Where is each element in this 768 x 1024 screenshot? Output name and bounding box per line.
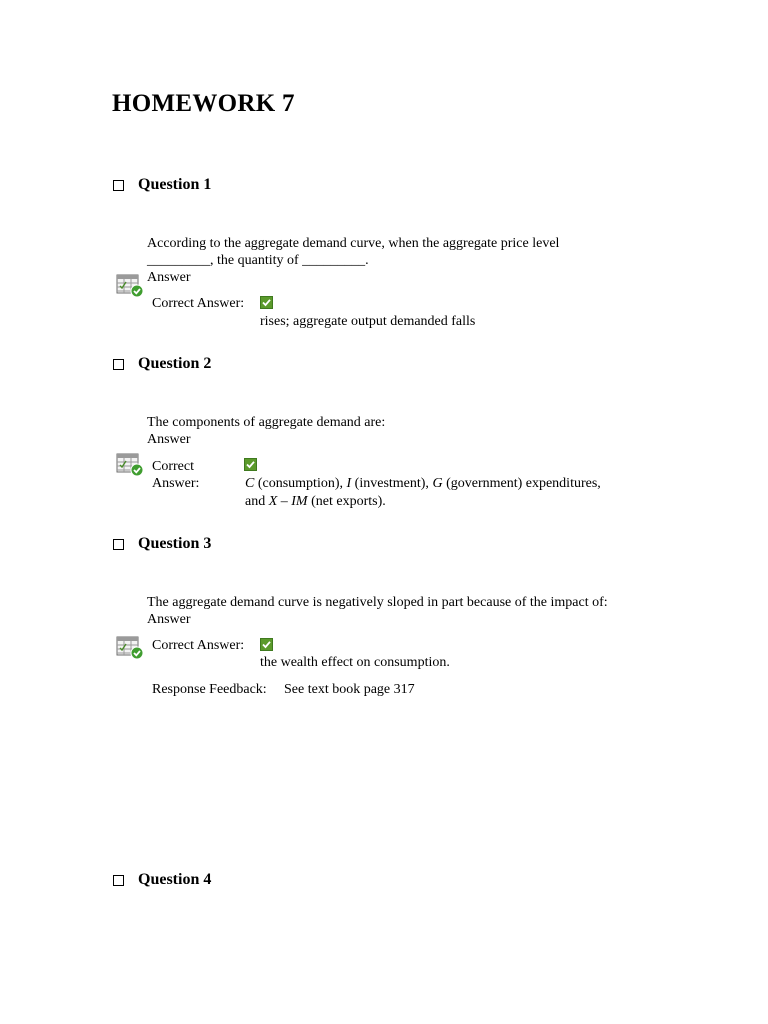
answer-label: Answer bbox=[147, 612, 191, 627]
green-check-icon bbox=[260, 638, 273, 651]
green-check-icon bbox=[260, 296, 273, 309]
investment-desc: (investment), bbox=[351, 476, 433, 491]
correct-answer-text bbox=[245, 475, 601, 511]
question-2-header bbox=[113, 355, 211, 373]
answer-line bbox=[245, 493, 601, 511]
checkbox-square-icon bbox=[113, 875, 124, 886]
correct-answer-label: Correct Answer: bbox=[152, 296, 245, 311]
net-exports-symbol: X – IM bbox=[268, 494, 308, 509]
answer-line bbox=[245, 475, 601, 493]
question-label: Question 4 bbox=[138, 871, 212, 888]
correct-answer-text: rises; aggregate output demanded falls bbox=[260, 314, 476, 329]
question-label: Question 2 bbox=[138, 355, 212, 372]
green-check-icon bbox=[244, 458, 257, 471]
and-word: and bbox=[245, 494, 269, 509]
checkbox-square-icon bbox=[113, 359, 124, 370]
correct-answer-label bbox=[152, 458, 199, 492]
correct-answer-label: Correct Answer: bbox=[152, 638, 245, 653]
response-feedback-label: Response Feedback: bbox=[152, 682, 267, 697]
correct-answer-text: the wealth effect on consumption. bbox=[260, 655, 450, 670]
response-feedback-text: See text book page 317 bbox=[284, 682, 415, 697]
question-4-header bbox=[113, 871, 211, 889]
checkbox-square-icon bbox=[113, 539, 124, 550]
question-1-prompt bbox=[147, 235, 559, 286]
question-3-header bbox=[113, 535, 211, 553]
net-exports-desc: (net exports). bbox=[307, 494, 386, 509]
question-3-prompt bbox=[147, 594, 608, 628]
consumption-desc: (consumption), bbox=[254, 476, 347, 491]
label-line: Answer: bbox=[152, 476, 200, 491]
government-desc: (government) expenditures, bbox=[442, 476, 601, 491]
question-1-header bbox=[113, 176, 211, 194]
question-2-prompt bbox=[147, 414, 385, 448]
question-label: Question 3 bbox=[138, 535, 212, 552]
checkbox-square-icon bbox=[113, 180, 124, 191]
prompt-line: _________, the quantity of _________. bbox=[147, 253, 369, 268]
government-symbol: G bbox=[432, 476, 443, 491]
grade-sheet-check-icon bbox=[116, 453, 144, 477]
prompt-line: The components of aggregate demand are: bbox=[147, 415, 386, 430]
question-label: Question 1 bbox=[138, 176, 212, 193]
prompt-line: According to the aggregate demand curve, when the aggregate price level bbox=[147, 236, 560, 251]
investment-symbol: I bbox=[346, 476, 352, 491]
grade-sheet-check-icon bbox=[116, 636, 144, 660]
answer-label: Answer bbox=[147, 432, 191, 447]
answer-label: Answer bbox=[147, 270, 191, 285]
prompt-line: The aggregate demand curve is negatively sloped in part because of the impact of: bbox=[147, 595, 608, 610]
page-title: HOMEWORK 7 bbox=[112, 90, 295, 117]
grade-sheet-check-icon bbox=[116, 274, 144, 298]
label-line: Correct bbox=[152, 459, 194, 474]
consumption-symbol: C bbox=[245, 476, 255, 491]
